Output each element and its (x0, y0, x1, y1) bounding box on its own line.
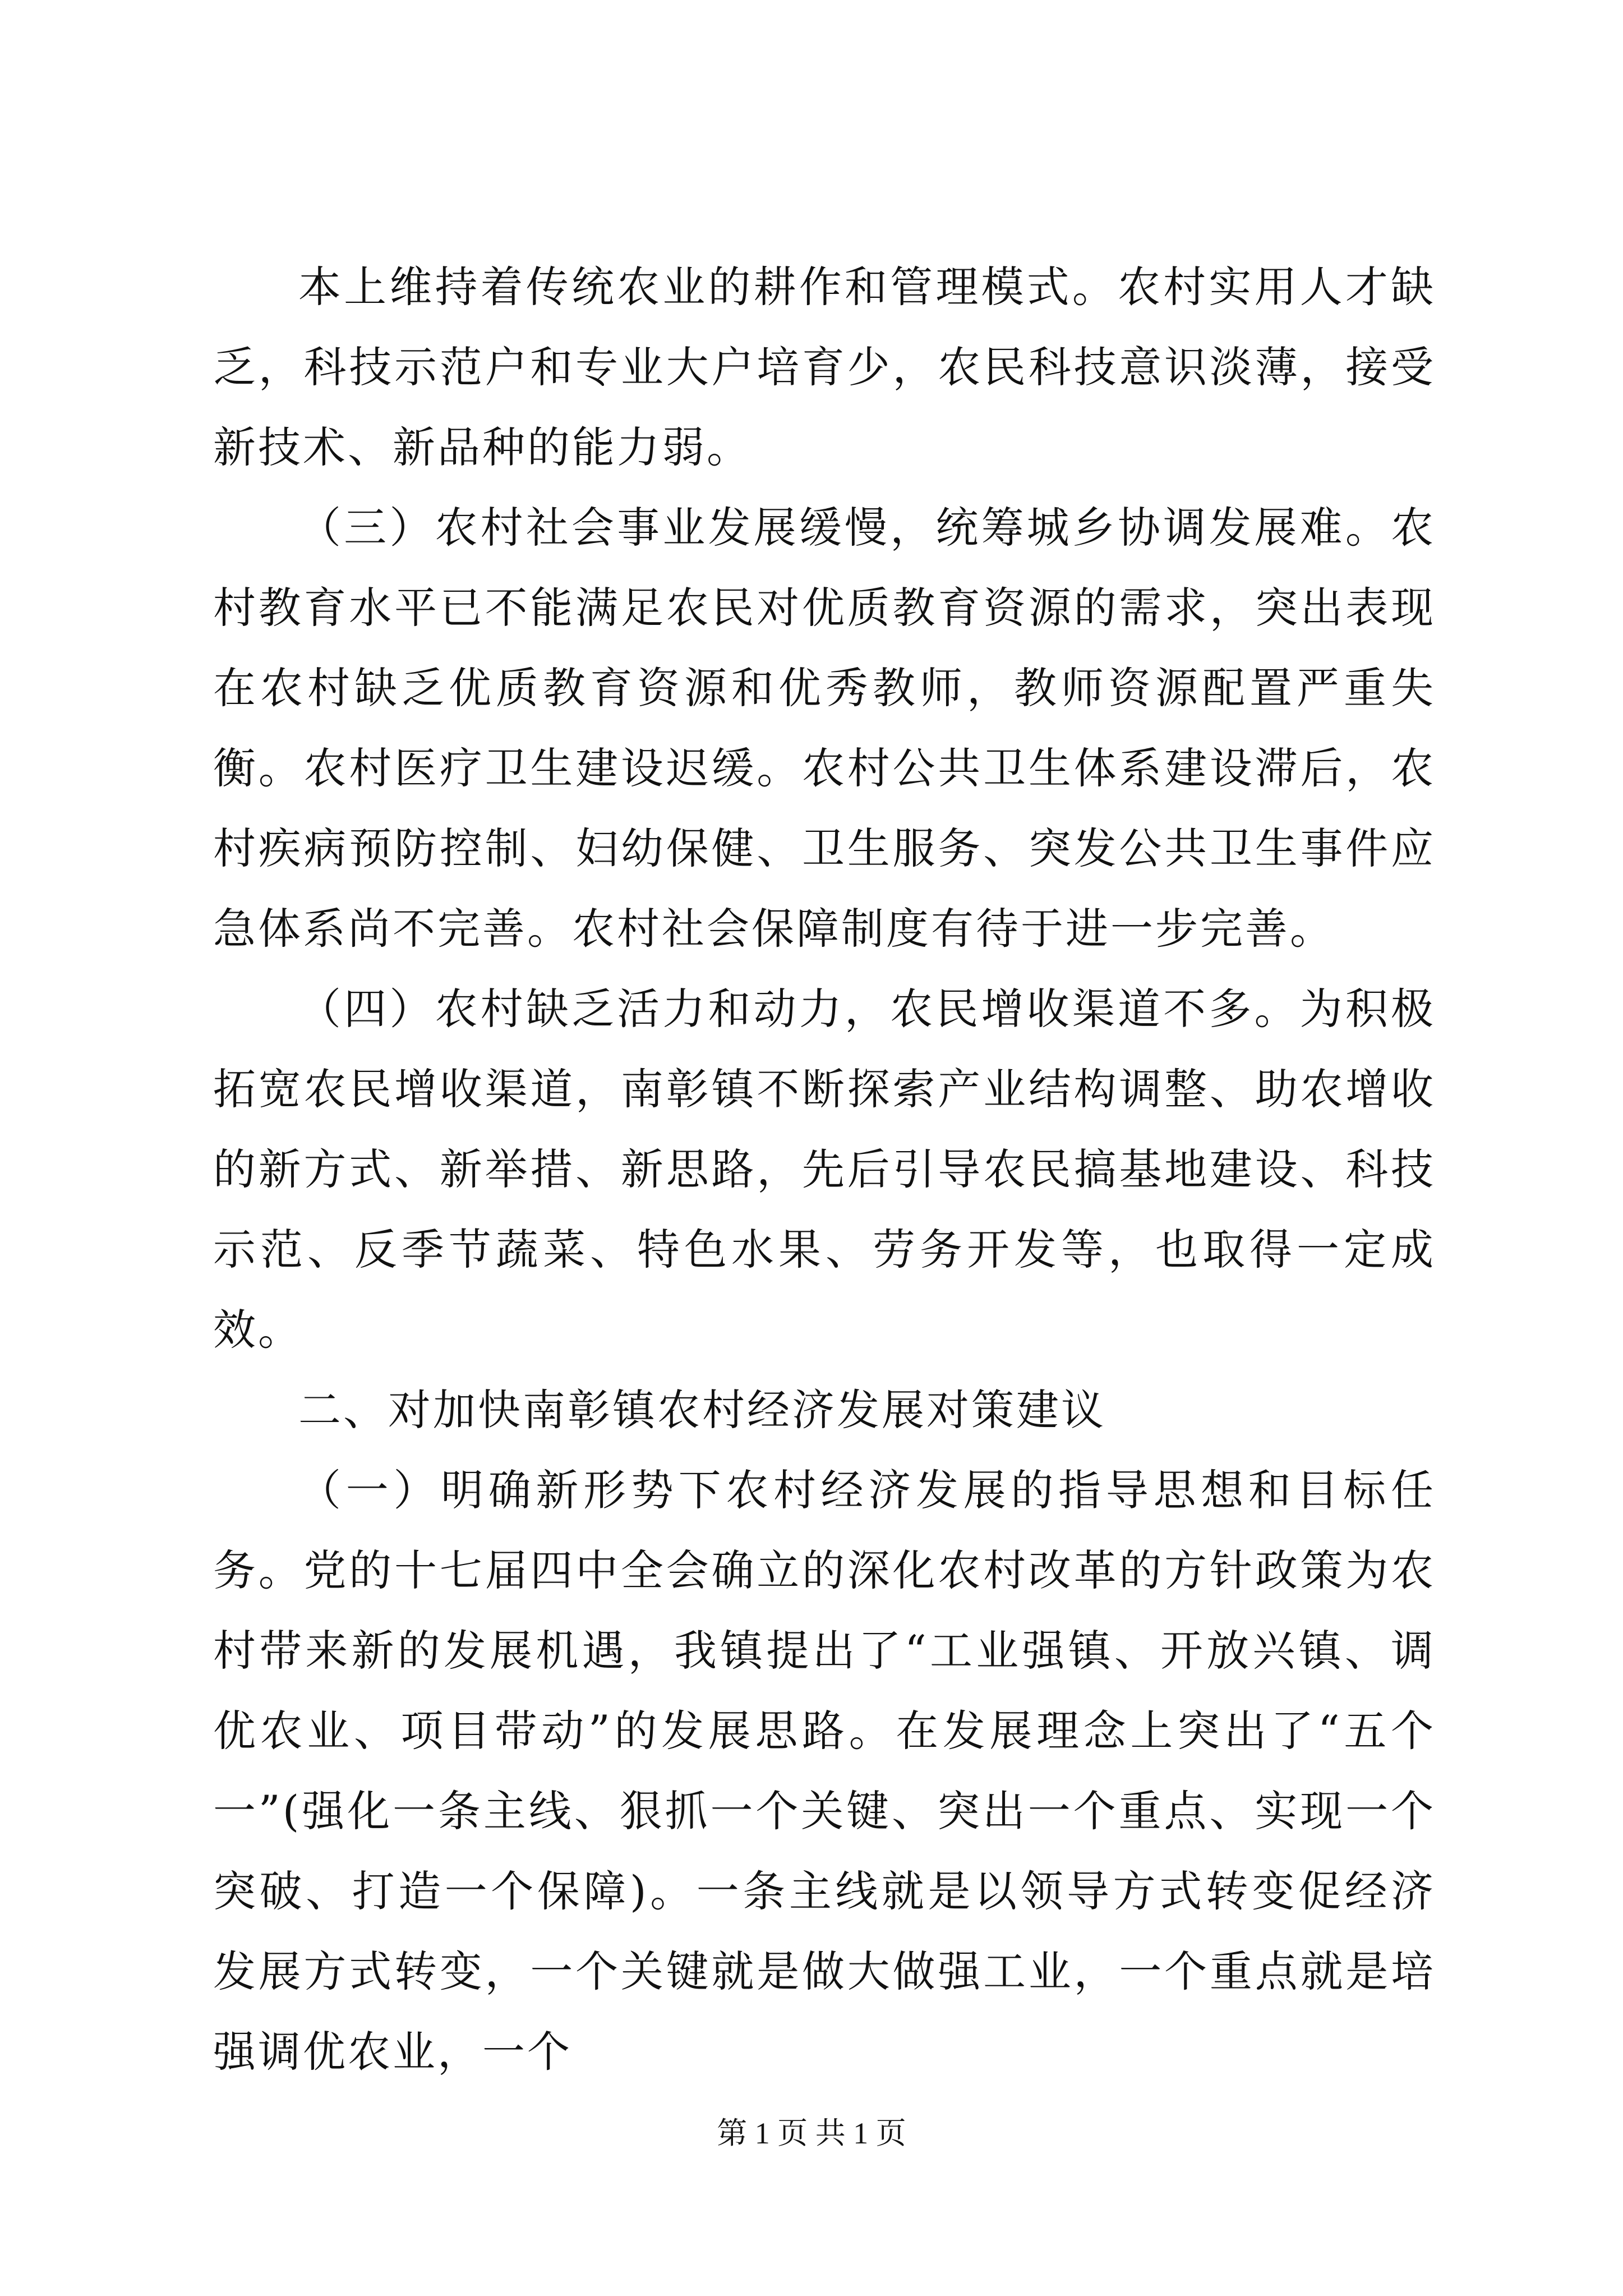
paragraph: 本上维持着传统农业的耕作和管理模式。农村实用人才缺乏，科技示范户和专业大户培育少，农民科技意识淡薄，接受新技术、新品种的能力弱。 (213, 262, 1436, 472)
document-body (213, 247, 1436, 2092)
paragraph: （一）明确新形势下农村经济发展的指导思想和目标任务。党的十七届四中全会确立的深化农村改革的方针政策为农村带来新的发展机遇，我镇提出了“工业强镇、开放兴镇、调优农业、项目带动”的发展思路。在发展理念上突出了“五个一”(强化一条主线、狠抓一个关键、突出一个重点、实现一个突破、打造一个保障)。一条主线就是以领导方式转变促经济发展方式转变，一个关键就是做大做强工业，一个重点就是培强调优农业，一个 (213, 1465, 1436, 2077)
paragraph: （四）农村缺乏活力和动力，农民增收渠道不多。为积极拓宽农民增收渠道，南彰镇不断探索产业结构调整、助农增收的新方式、新举措、新思路，先后引导农民搞基地建设、科技示范、反季节蔬菜、特色水果、劳务开发等，也取得一定成效。 (213, 984, 1436, 1355)
paragraph: （三）农村社会事业发展缓慢，统筹城乡协调发展难。农村教育水平已不能满足农民对优质教育资源的需求，突出表现在农村缺乏优质教育资源和优秀教师，教师资源配置严重失衡。农村医疗卫生建设迟缓。农村公共卫生体系建设滞后，农村疾病预防控制、妇幼保健、卫生服务、突发公共卫生事件应急体系尚不完善。农村社会保障制度有待于进一步完善。 (213, 503, 1436, 954)
section-heading: 二、对加快南彰镇农村经济发展对策建议 (298, 1385, 1106, 1435)
page-footer: 第 1 页 共 1 页 (717, 2116, 906, 2150)
